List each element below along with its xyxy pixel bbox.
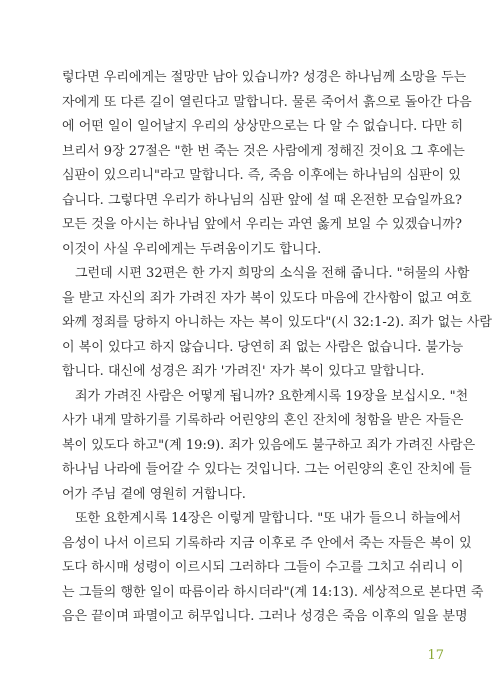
text-line: 하나님 나라에 들어갈 수 있다는 것입니다. 그는 어린양의 혼인 잔치에 들 [62,462,472,477]
text-line: 이것이 사실 우리에게는 두려움이기도 합니다. [62,241,322,257]
text-line: 도다 하시매 성령이 이르시되 그러하다 그들이 수고를 그치고 쉬리니 이 [62,560,464,575]
text-line: 모든 것을 아시는 하나님 앞에서 우리는 과연 옳게 보일 수 있겠습니까? [62,217,462,232]
text-line: 에 어떤 일이 일어날지 우리의 상상만으로는 다 알 수 없습니다. 다만 히 [62,119,464,134]
text-line: 와께 정죄를 당하지 아니하는 자는 복이 있도다"(시 32:1-2). 죄가 없는 사람 [62,315,492,330]
text-line: 그런데 시편 32편은 한 가지 희망의 소식을 전해 줍니다. "허물의 사함 [75,266,470,281]
text-line: 음성이 나서 이르되 기록하라 지금 이후로 주 안에서 죽는 자들은 복이 있 [62,535,472,551]
text-line: 복이 있도다 하고"(계 19:9). 죄가 있음에도 불구하고 죄가 가려진 사람은 [62,437,476,453]
text-line: 브리서 9장 27절은 "한 번 죽는 것은 사람에게 정해진 것이요 그 후에는 [62,143,465,159]
text-line: 사가 내게 말하기를 기록하라 어린양의 혼인 잔치에 청함을 받은 자들은 [62,413,464,428]
text-line: 어가 주님 곁에 영원히 거합니다. [62,486,246,502]
text-line: 는 그들의 행한 일이 따름이라 하시더라"(계 14:13). 세상적으로 본다면 죽 [62,584,484,600]
text-line: 자에게 또 다른 길이 열린다고 말합니다. 물론 죽어서 흙으로 돌아간 다음 [62,94,472,110]
text-line: 음은 끝이며 파멸이고 허무입니다. 그러나 성경은 죽음 이후의 일을 분명 [62,609,468,624]
text-line: 이 복이 있다고 하지 않습니다. 당연히 죄 없는 사람은 없습니다. 불가능 [62,339,464,355]
text-line: 합니다. 대신에 성경은 죄가 '가려진' 자가 복이 있다고 말합니다. [62,364,425,379]
text-line: 또한 요한계시록 14장은 이렇게 말합니다. "또 내가 들으니 하늘에서 [75,511,462,526]
text-line: 을 받고 자신의 죄가 가려진 자가 복이 있도다 마음에 간사함이 없고 여호 [62,290,472,306]
text-line: 렇다면 우리에게는 절망만 남아 있습니까? 성경은 하나님께 소망을 두는 [62,70,467,85]
text-line: 습니다. 그렇다면 우리가 하나님의 심판 앞에 설 때 온전한 모습일까요? [62,192,462,208]
body-text [62,66,492,630]
page-number: 17 [427,648,444,663]
text-line: 심판이 있으리니"라고 말합니다. 즉, 죽음 이후에는 하나님의 심판이 있 [62,168,461,183]
text-line: 죄가 가려진 사람은 어떻게 됩니까? 요한계시록 19장을 보십시오. "천 [75,388,469,404]
